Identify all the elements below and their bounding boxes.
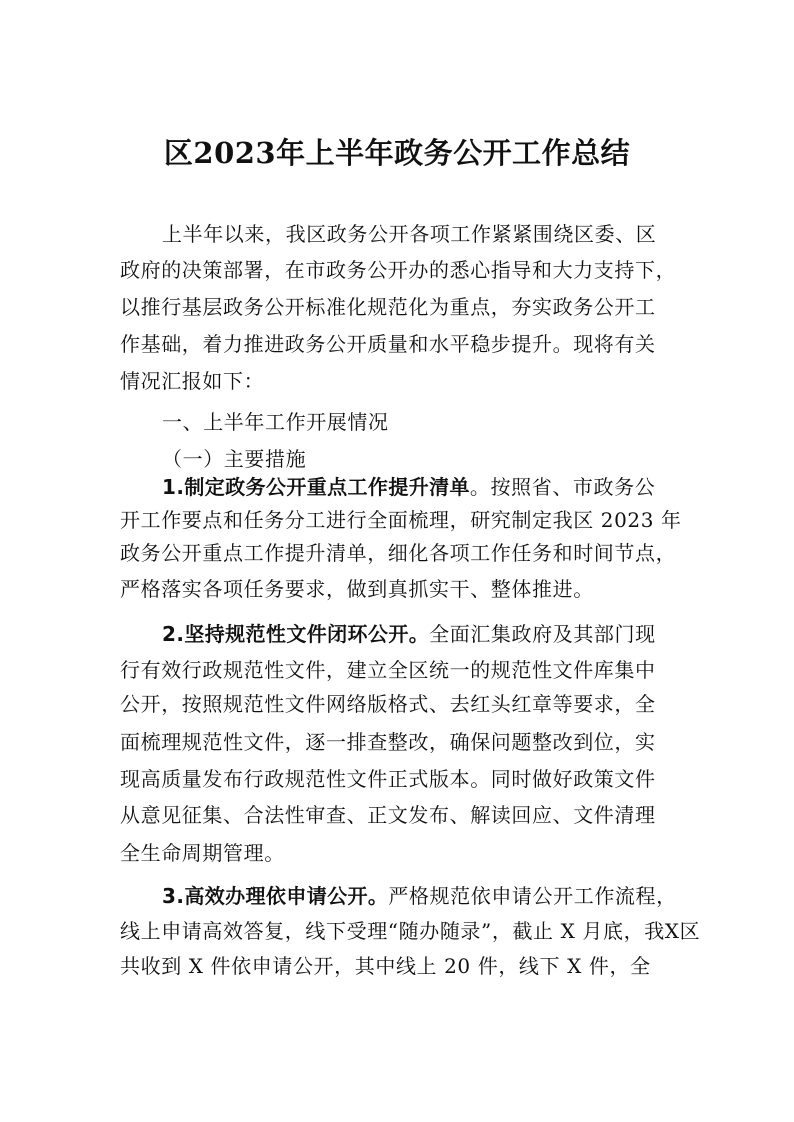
item-line: 开工作要点和任务分工进行全面梳理，研究制定我区 2023 年 — [120, 508, 682, 532]
intro-line: 上半年以来，我区政务公开各项工作紧紧围绕区委、区 — [162, 222, 657, 246]
intro-line: 作基础，着力推进政务公开质量和水平稳步提升。现将有关 — [120, 332, 656, 356]
item-title: 2.坚持规范性文件闭环公开。 — [162, 622, 430, 646]
item-text: 全面汇集政府及其部门现 — [429, 622, 656, 646]
item-line: 现高质量发布行政规范性文件正式版本。同时做好政策文件 — [120, 767, 656, 791]
item-line: 全生命周期管理。 — [120, 841, 285, 865]
item-line: 从意见征集、合法性审查、正文发布、解读回应、文件清理 — [120, 803, 656, 827]
item-line: 行有效行政规范性文件，建立全区统一的规范性文件库集中 — [120, 658, 656, 682]
intro-line: 以推行基层政务公开标准化规范化为重点，夯实政务公开工 — [120, 295, 656, 319]
item-first-line — [162, 881, 722, 911]
document-title: 区2023年上半年政务公开工作总结 — [163, 136, 631, 170]
item-text: 严格规范依申请公开工作流程， — [388, 884, 677, 908]
item-first-line — [162, 619, 722, 649]
item-line: 公开，按照规范性文件网络版格式、去红头红章等要求，全 — [120, 692, 656, 716]
item-title: 1.制定政务公开重点工作提升清单 — [162, 475, 470, 499]
section-heading: 一、上半年工作开展情况 — [162, 410, 389, 434]
item-text: 。按照省、市政务公 — [469, 475, 656, 499]
item-title: 3.高效办理依申请公开。 — [162, 884, 389, 908]
item-line: 政务公开重点工作提升清单，细化各项工作任务和时间节点， — [120, 541, 677, 565]
intro-line: 情况汇报如下： — [120, 369, 265, 393]
item-line: 面梳理规范性文件，逐一排查整改，确保问题整改到位，实 — [120, 730, 656, 754]
item-line: 线上申请高效答复，线下受理“随办随录”，截止 X 月底，我X区 — [120, 919, 701, 943]
subsection-heading: （一）主要措施 — [162, 447, 307, 471]
item-first-line — [162, 472, 722, 502]
item-line: 严格落实各项任务要求，做到真抓实干、整体推进。 — [120, 577, 594, 601]
intro-line: 政府的决策部署，在市政务公开办的悉心指导和大力支持下， — [120, 258, 677, 282]
item-line: 共收到 X 件依申请公开，其中线上 20 件，线下 X 件，全 — [120, 954, 651, 978]
